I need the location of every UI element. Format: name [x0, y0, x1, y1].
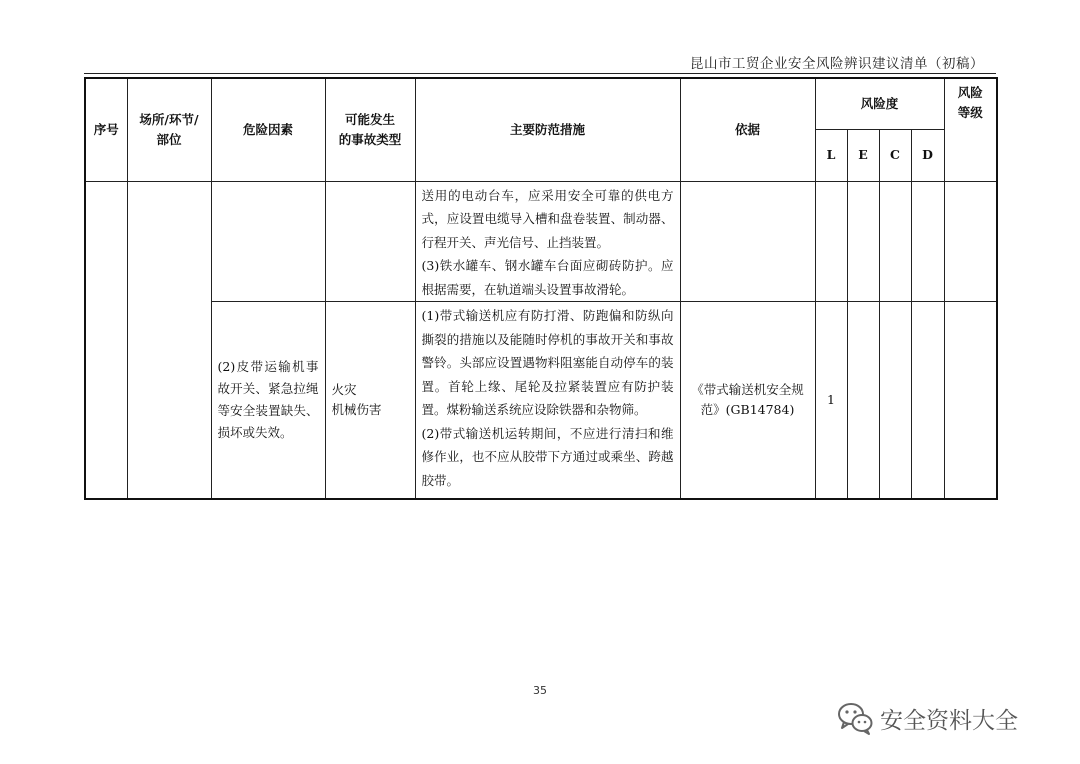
cell-hazard: (2)皮带运输机事故开关、紧急拉绳等安全装置缺失、损坏或失效。: [211, 302, 325, 499]
cell-measures: [415, 302, 680, 499]
measure-text: (3)铁水罐车、钢水罐车台面应砌砖防护。应根据需要，在轨道端头设置事故滑轮。: [421, 258, 674, 297]
cell-C: [879, 302, 911, 499]
cell-hazard: [211, 181, 325, 302]
cell-E: [847, 181, 879, 302]
cell-measures: [415, 181, 680, 302]
cell-seq: [85, 181, 127, 499]
header-seq: 序号: [85, 78, 127, 181]
cell-D: [911, 181, 944, 302]
cell-basis: [680, 181, 815, 302]
header-measures: 主要防范措施: [415, 78, 680, 181]
header-accident-line1: 可能发生: [344, 111, 395, 127]
cell-C: [879, 181, 911, 302]
header-risk: 风险度: [815, 78, 944, 129]
measure-text: 送用的电动台车，应采用安全可靠的供电方式，应设置电缆导入槽和盘卷装置、制动器、行程开关、声光信号、止挡装置。: [421, 187, 674, 250]
watermark-text: 安全资料大全: [880, 707, 1018, 734]
accident-type-text: 机械伤害: [331, 401, 382, 417]
header-risk-level: [944, 78, 997, 181]
table-row: [85, 181, 997, 302]
cell-risk-level: [944, 302, 997, 499]
header-level-line2: 等级: [957, 105, 983, 120]
cell-accident-type: [325, 302, 415, 499]
header-hazard: 危险因素: [211, 78, 325, 181]
measure-text: (1)带式输送机应有防打滑、防跑偏和防纵向撕裂的措施以及能随时停机的事故开关和事故警铃。头部应设置遇物料阻塞能自动停车的装置。首轮上缘、尾轮及拉紧装置应有防护装置。煤粉输送系统应设除铁器和杂物筛。: [421, 308, 674, 417]
watermark: [836, 698, 1018, 738]
cell-D: [911, 302, 944, 499]
cell-location: [127, 181, 211, 499]
cell-risk-level: [944, 181, 997, 302]
cell-L: [815, 181, 847, 302]
header-location: [127, 78, 211, 181]
header-C: C: [879, 129, 911, 181]
cell-E: [847, 302, 879, 499]
cell-accident-type: [325, 181, 415, 302]
page-number: 35: [533, 684, 547, 697]
header-location-line2: 部位: [156, 131, 182, 147]
wechat-icon: [836, 700, 874, 736]
header-L: L: [815, 129, 847, 181]
header-location-line1: 场所/环节/: [139, 111, 199, 127]
cell-L: 1: [815, 302, 847, 499]
header-accident-line2: 的事故类型: [338, 131, 402, 147]
document-header-title: 昆山市工贸企业安全风险辨识建议清单（初稿）: [690, 56, 984, 72]
accident-type-text: 火灾: [331, 381, 357, 397]
header-E: E: [847, 129, 879, 181]
header-level-line1: 风险: [957, 85, 983, 100]
header-rule: [84, 73, 996, 74]
header-accident-type: [325, 78, 415, 181]
risk-identification-table: [84, 77, 998, 500]
header-basis: 依据: [680, 78, 815, 181]
table-row: [85, 302, 997, 499]
cell-basis: 《带式输送机安全规范》(GB14784): [680, 302, 815, 499]
header-D: D: [911, 129, 944, 181]
measure-text: (2)带式输送机运转期间，不应进行清扫和维修作业，也不应从胶带下方通过或乘坐、跨越胶带。: [421, 425, 674, 488]
